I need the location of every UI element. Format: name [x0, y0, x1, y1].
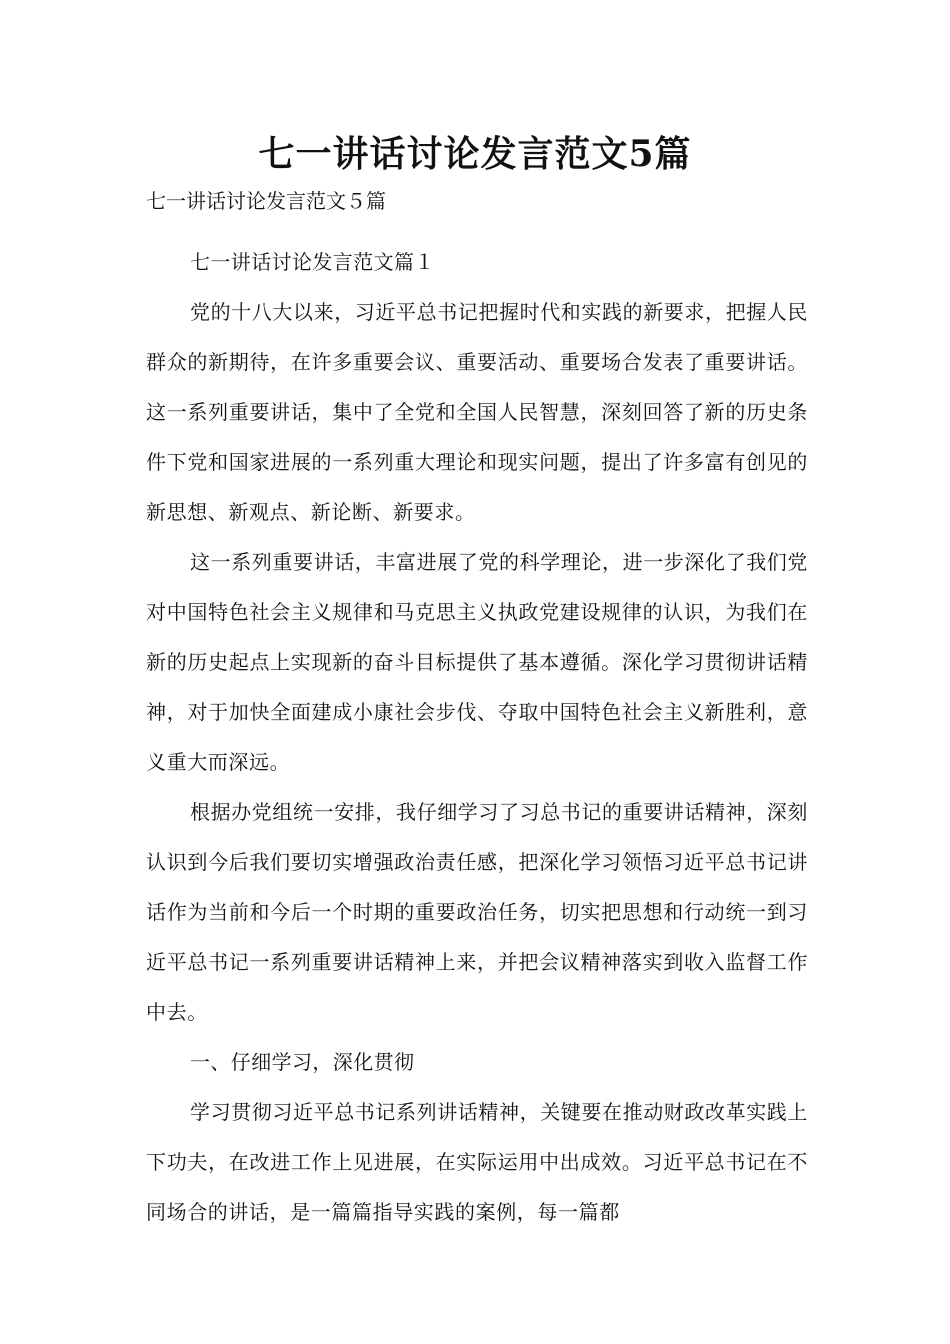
- section-heading-1: 一、仔细学习，深化贯彻: [190, 1050, 415, 1074]
- section-heading-part-1: 七一讲话讨论发言范文篇１: [190, 250, 435, 274]
- document-body: [146, 237, 808, 1237]
- paragraph-4: 学习贯彻习近平总书记系列讲话精神，关键要在推动财政改革实践上下功夫，在改进工作上见进展，在实际运用中出成效。习近平总书记在不同场合的讲话，是一篇篇指导实践的案例，每一篇都: [146, 1100, 808, 1224]
- document-subtitle: 七一讲话讨论发言范文５篇: [146, 189, 386, 213]
- paragraph-3: 根据办党组统一安排，我仔细学习了习总书记的重要讲话精神，深刻认识到今后我们要切实增强政治责任感，把深化学习领悟习近平总书记讲话作为当前和今后一个时期的重要政治任务，切实把思想和行动统一到习近平总书记一系列重要讲话精神上来，并把会议精神落实到收入监督工作中去。: [146, 800, 808, 1024]
- paragraph-1: 党的十八大以来，习近平总书记把握时代和实践的新要求，把握人民群众的新期待，在许多重要会议、重要活动、重要场合发表了重要讲话。这一系列重要讲话，集中了全党和全国人民智慧，深刻回答了新的历史条件下党和国家进展的一系列重大理论和现实问题，提出了许多富有创见的新思想、新观点、新论断、新要求。: [146, 300, 808, 524]
- paragraph-2: 这一系列重要讲话，丰富进展了党的科学理论，进一步深化了我们党对中国特色社会主义规律和马克思主义执政党建设规律的认识，为我们在新的历史起点上实现新的奋斗目标提供了基本遵循。深化学习贯彻讲话精神，对于加快全面建成小康社会步伐、夺取中国特色社会主义新胜利，意义重大而深远。: [146, 550, 808, 774]
- document-title: 七一讲话讨论发言范文5篇: [258, 133, 692, 175]
